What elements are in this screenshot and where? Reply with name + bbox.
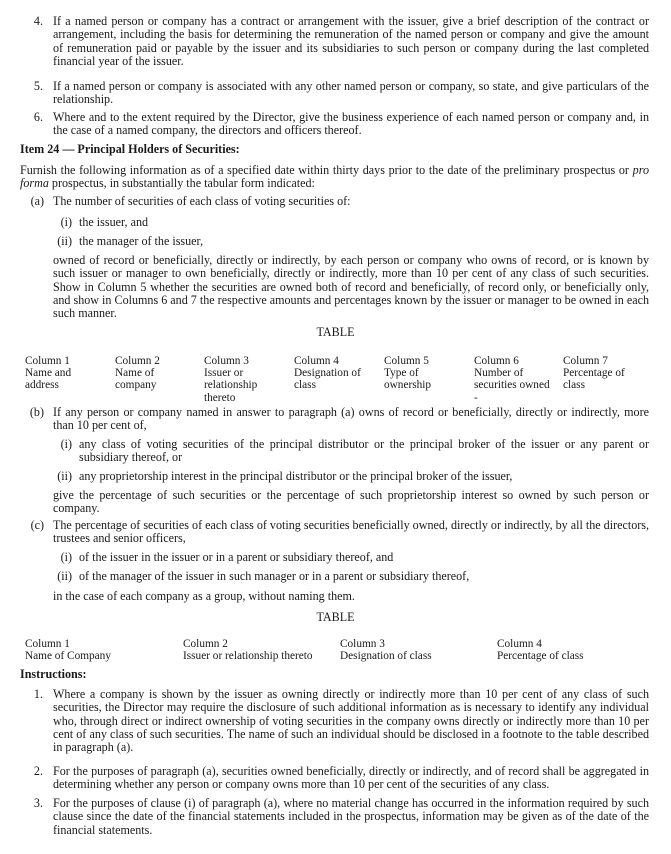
instruction-number: 2. (33, 764, 43, 778)
clause-label: (i) (60, 215, 72, 229)
column-desc: Name of Company (25, 650, 111, 663)
table-column (25, 355, 110, 392)
column-desc: Percentage of (563, 367, 625, 380)
column-head: Column 1 (25, 638, 70, 650)
clause-text: the issuer, and (79, 215, 149, 229)
instruction-text: Where a company is shown by the issuer as owning directly or indirectly more than 10 per cent of any class of such securities, the Director may require the disclosure of such additional information as is necessary to identify any individual who, through direct or indirect ownership of voting securities in the company owns directly or indirectly more than 10 per cent of any class of such securities. The name of such an individual should be disclosed in a footnote to the table described in paragraph (a). (53, 687, 649, 755)
column-desc: Issuer or (204, 367, 244, 380)
table-column (474, 355, 562, 404)
instruction-number: 1. (33, 687, 43, 701)
column-head: Column 7 (563, 355, 608, 367)
column-desc: Issuer or relationship thereto (183, 650, 313, 663)
paragraph-label: (c) (30, 518, 44, 532)
clause-text: any proprietorship interest in the principal distributor or the principal broker of the issuer, (79, 469, 513, 483)
instruction-number: 3. (33, 796, 43, 810)
column-head: Column 4 (294, 355, 339, 367)
table-title: TABLE (316, 325, 355, 339)
column-desc: Name of (115, 367, 155, 380)
paragraph-label: (a) (30, 194, 44, 208)
clause-text: of the issuer in the issuer or in a parent or subsidiary thereof, and (79, 550, 394, 564)
column-head: Column 5 (384, 355, 429, 367)
section-heading: Item 24 — Principal Holders of Securities: (20, 142, 240, 156)
clause-label: (ii) (57, 234, 72, 248)
column-desc: company (115, 379, 157, 392)
column-desc: Number of (474, 367, 524, 380)
instructions-heading: Instructions: (20, 667, 87, 681)
clause-label: (i) (60, 437, 72, 451)
column-desc: address (25, 379, 59, 392)
column-desc: Name and (25, 367, 72, 380)
table-column (204, 355, 289, 404)
table-column (183, 638, 338, 662)
column-desc: thereto (204, 391, 236, 404)
column-desc: Designation of (294, 367, 361, 380)
clause-label: (i) (60, 550, 72, 564)
column-desc: class (294, 379, 316, 392)
table-column (340, 638, 490, 662)
column-desc: ownership (384, 379, 432, 392)
paragraph-tail: give the percentage of such securities or the percentage of such proprietorship interest so owned by such person or company. (53, 488, 649, 516)
column-desc: - (474, 391, 478, 404)
paragraph-text: If any person or company named in answer to paragraph (a) owns of record or beneficially, directly or indirectly, more than 10 per cent of, (53, 405, 649, 433)
table-column (294, 355, 382, 392)
table-column (25, 638, 175, 662)
instruction-text: For the purposes of paragraph (a), securities owned beneficially, directly or indirectly, and of record shall be aggregated in determining whether any person or company owns more than 10 per cent of the securities of any class. (53, 764, 649, 792)
column-desc: relationship (204, 379, 258, 392)
clause-text: of the manager of the issuer in such manager or in a parent or subsidiary thereof, (79, 569, 470, 583)
column-head: Column 2 (183, 638, 228, 650)
item-text: Where and to the extent required by the Director, give the business experience of each named person or company and, in the case of a named company, the directors and officers thereof. (53, 110, 649, 138)
item-number: 4. (33, 14, 43, 28)
table-column (497, 638, 647, 662)
item-number: 6. (33, 110, 43, 124)
item-text: If a named person or company has a contract or arrangement with the issuer, give a brief description of the contract or arrangement, including the basis for determining the remuneration of the named person or company and give the amount of remuneration paid or payable by the issuer and its subsidiaries to such person or company during the last completed financial year of the issuer. (53, 14, 649, 68)
column-head: Column 3 (204, 355, 249, 367)
clause-text: the manager of the issuer, (79, 234, 204, 248)
item-number: 5. (33, 79, 43, 93)
clause-label: (ii) (57, 469, 72, 483)
paragraph-tail: owned of record or beneficially, directly or indirectly, by each person or company who owns of record, or is known by such issuer or manager to own beneficially, directly or indirectly, more than 10 per cent of any class of such securities. Show in Column 5 whether the securities are owned both of record and beneficially, of record only, or beneficially only, and show in Columns 6 and 7 the respective amounts and percentages known by the issuer or manager to be owned in each such manner. (53, 253, 649, 321)
table-title: TABLE (316, 610, 355, 624)
intro-paragraph: Furnish the following information as of a specified date within thirty days prior to the date of the preliminary prospectus or pro forma prospectus, in substantially the tabular form indicated: (20, 163, 649, 191)
column-head: Column 3 (340, 638, 385, 650)
table-column (563, 355, 653, 392)
paragraph-text: The number of securities of each class of voting securities of: (53, 194, 351, 208)
column-head: Column 1 (25, 355, 70, 367)
item-text: If a named person or company is associated with any other named person or company, so state, and give particulars of the relationship. (53, 79, 649, 107)
paragraph-text: The percentage of securities of each class of voting securities beneficially owned, directly or indirectly, by all the directors, trustees and senior officers, (53, 518, 649, 546)
column-head: Column 2 (115, 355, 160, 367)
column-head: Column 4 (497, 638, 542, 650)
clause-label: (ii) (57, 569, 72, 583)
column-head: Column 6 (474, 355, 519, 367)
table-column (384, 355, 469, 392)
column-desc: Percentage of class (497, 650, 584, 663)
table-column (115, 355, 200, 392)
column-desc: securities owned (474, 379, 550, 392)
clause-text: any class of voting securities of the principal distributor or the principal broker of the issuer or any parent or subsidiary thereof, or (79, 437, 649, 465)
paragraph-tail: in the case of each company as a group, without naming them. (53, 589, 355, 603)
instruction-text: For the purposes of clause (i) of paragraph (a), where no material change has occurred in the information required by such clause since the date of the financial statements included in the prospectus, information may be given as of the date of the financial statements. (53, 796, 649, 837)
paragraph-label: (b) (29, 405, 44, 419)
column-desc: Designation of class (340, 650, 432, 663)
column-desc: Type of (384, 367, 419, 380)
column-desc: class (563, 379, 585, 392)
